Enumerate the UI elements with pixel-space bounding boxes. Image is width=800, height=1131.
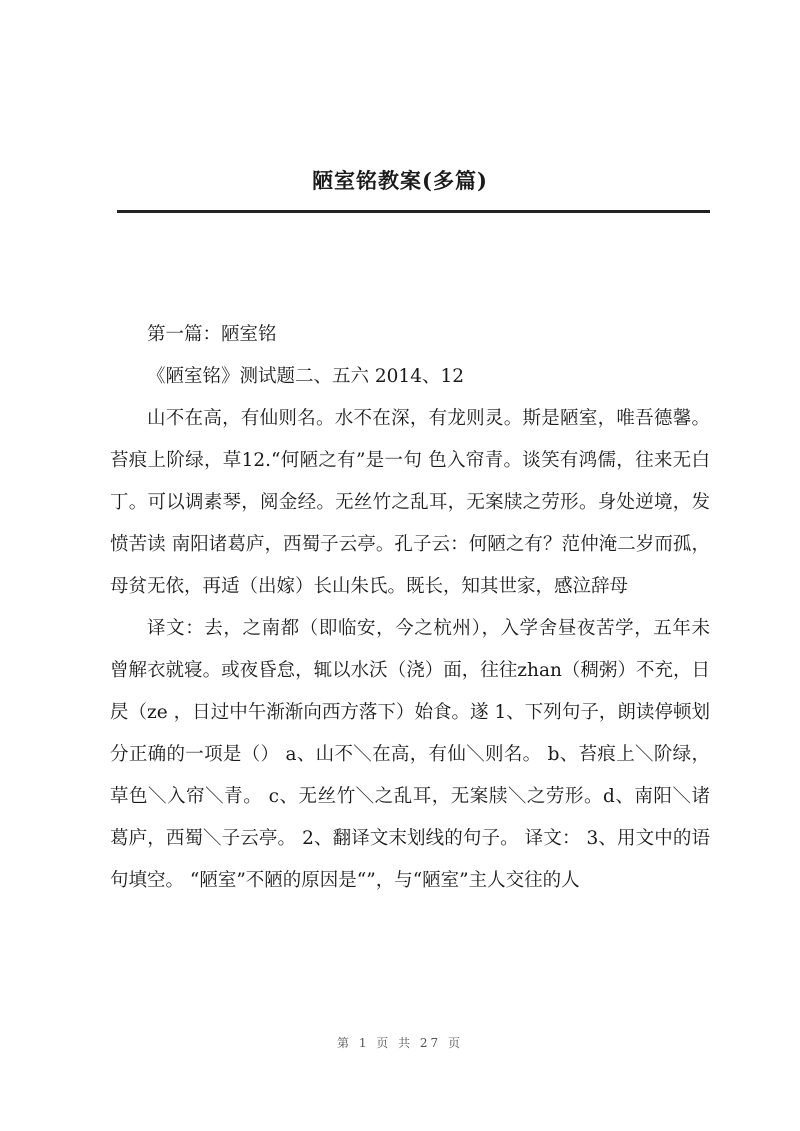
body-paragraph: 山不在高，有仙则名。水不在深，有龙则灵。斯是陋室，唯吾德馨。苔痕上阶绿，草12.“何陋之有”是一句 色入帘青。谈笑有鸿儒，往来无白丁。可以调素琴，阅金经。无丝竹之乱耳，无案牍之劳形。身处逆境，发愤苦读 南阳诸葛庐，西蜀子云亭。孔子云：何陋之有？范仲淹二岁而孤，母贫无依，再适（出嫁）长山朱氏。既长，知其世家，感泣辞母 xyxy=(110,408,710,597)
document-title: 陋室铭教案(多篇) xyxy=(312,168,488,193)
translation-paragraph: 译文：去，之南都（即临安，今之杭州），入学舍昼夜苦学，五年未曾解衣就寝。或夜昏怠，辄以水沃（浇）面，往往zhan（稠粥）不充，日昃（ze ，日过中午渐渐向西方落下）始食。遂 1、下列句子，朗读停顿划分正确的一项是（） a、山不＼在高，有仙＼则名。 b、苔痕上＼阶绿，草色＼入帘＼青。 c、无丝竹＼之乱耳，无案牍＼之劳形。d、南阳＼诸葛庐，西蜀＼子云亭。 2、翻译文末划线的句子。 译文： 3、用文中的语句填空。 “陋室”不陋的原因是“”，与“陋室”主人交往的人 xyxy=(110,618,710,891)
test-title-line: 《陋室铭》测试题二、五六 2014、12 xyxy=(147,366,465,387)
title-underline-divider xyxy=(117,210,710,213)
page-number-footer: 第 1 页 共 27 页 xyxy=(337,1036,463,1050)
section-heading: 第一篇：陋室铭 xyxy=(147,324,277,345)
document-body xyxy=(110,314,710,902)
